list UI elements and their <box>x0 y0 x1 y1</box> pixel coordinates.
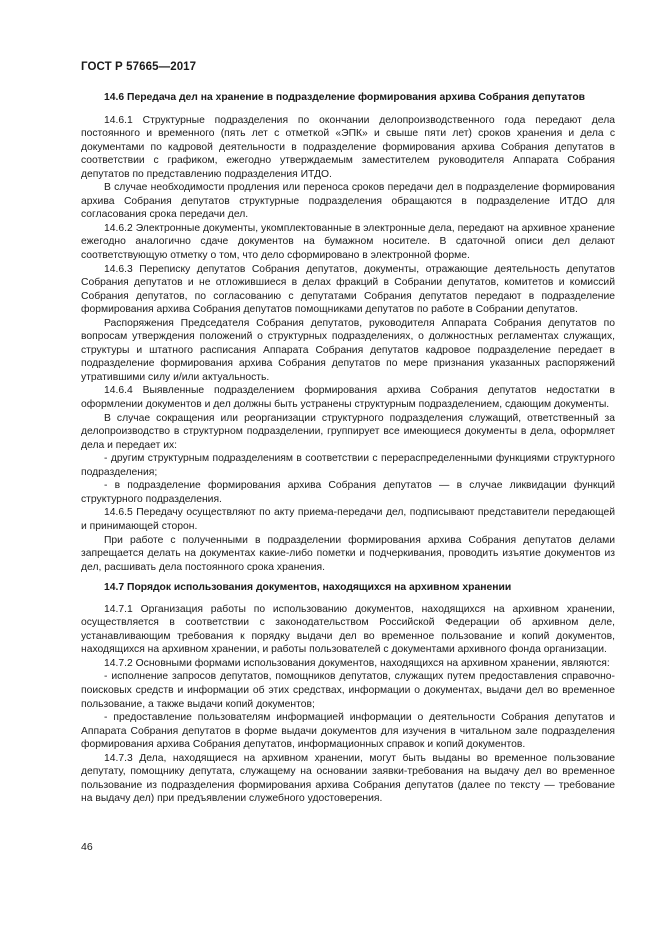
list-item: - предоставление пользователям информацией информации о деятельности Собрания депутатов и Аппарата Собрания депутатов в форме выдачи документов для изучения в читальном зале подразделения формирования архива Собрания депутатов, информационных справок и копий документов. <box>81 712 615 751</box>
paragraph: 14.6.5 Передачу осуществляют по акту приема-передачи дел, подписывают представители передающей и принимающей сторон. <box>81 507 615 532</box>
paragraph: 14.6.4 Выявленные подразделением формирования архива Собрания депутатов недостатки в оформлении документов и дел должны быть устранены структурным подразделением, сдающим документы. <box>81 385 615 411</box>
list-item: - исполнение запросов депутатов, помощников депутатов, служащих путем предоставления справочно-поисковых средств и информации об этих средствах, информации о документах, выдачи дел во временное пользование, а также выдачи копий документов; <box>81 671 615 710</box>
paragraph: В случае необходимости продления или переноса сроков передачи дел в подразделение формирования архива Собрания депутатов структурные подразделения обращаются в подразделение ИТДО для согласования срока передачи дел. <box>81 182 615 221</box>
section-heading-14-6: 14.6 Передача дел на хранение в подразделение формирования архива Собрания депутатов <box>104 92 586 103</box>
paragraph: Распоряжения Председателя Собрания депутатов, руководителя Аппарата Собрания депутатов по вопросам утверждения положений о структурных подразделениях, о должностных регламентах служащих, структуры и штатного расписания Аппарата Собрания депутатов кадровое подразделение передает в подразделение формирования архива Собрания депутатов по мере признания указанных распоряжений утратившими силу и/или актуальность. <box>81 317 615 383</box>
page-body <box>81 91 615 806</box>
paragraph: 14.7.2 Основными формами использования документов, находящихся на архивном хранении, являются: <box>104 657 610 669</box>
section-heading-14-7: 14.7 Порядок использования документов, находящихся на архивном хранении <box>104 582 512 594</box>
paragraph: При работе с полученными в подразделении формирования архива Собрания депутатов делами запрещается делать на документах какие-либо пометки и подчеркивания, проводить изъятие документов из дел, расшивать дела постоянного срока хранения. <box>81 534 615 573</box>
paragraph: 14.7.3 Дела, находящиеся на архивном хранении, могут быть выданы во временное пользование депутату, помощнику депутата, служащему на основании заявки-требования на выдачу дел во временное пользование из подразделения формирования архива Собрания депутатов (далее по тексту — требование на выдачу дел) при предъявлении служебного удостоверения. <box>81 752 615 805</box>
page-number: 46 <box>81 841 93 853</box>
standard-header: ГОСТ Р 57665—2017 <box>81 61 197 73</box>
paragraph: 14.6.2 Электронные документы, укомплектованные в электронные дела, передают на архивное хранение ежегодно аналогично сдаче документов на бумажном носителе. В сдаточной описи дел делают соответствующую отметку о том, что дело сформировано в электронной форме. <box>81 222 615 262</box>
paragraph: В случае сокращения или реорганизации структурного подразделения служащий, ответственный за делопроизводство в структурном подразделении, группирует все имеющиеся документы в дела, оформляет дела и передает их: <box>81 412 615 451</box>
paragraph: 14.6.3 Переписку депутатов Собрания депутатов, документы, отражающие деятельность депутатов Собрания депутатов и не отложившиеся в делах фракций в Собрании депутатов, комитетов и комиссий Собрания депутатов, по согласованию с депутатами Собрания депутатов передают в подразделение формирования архива Собрания депутатов помощниками депутатов по работе в Собрании депутатов. <box>81 263 615 316</box>
paragraph: 14.7.1 Организация работы по использованию документов, находящихся на архивном хранении, осуществляется в соответствии с законодательством Российской Федерации об архивном деле, устанавливающим требования к порядку выдачи дел во временное пользование и копий документов, находящихся на архивном хранении, и работы пользователей с документами архивного фонда организации. <box>81 603 615 656</box>
list-item: - в подразделение формирования архива Собрания депутатов — в случае ликвидации функций структурного подразделения. <box>81 480 615 505</box>
paragraph: 14.6.1 Структурные подразделения по окончании делопроизводственного года передают дела постоянного и временного (пять лет с отметкой «ЭПК» и свыше пяти лет) сроков хранения и дела с документами по кадровой деятельности в подразделение формирования архива Собрания депутатов в соответствии с графиком, ежегодно утверждаемым заместителем руководителя Аппарата Собрания депутатов по представлению подразделения ИТДО. <box>81 114 615 180</box>
list-item: - другим структурным подразделениям в соответствии с перераспределенными функциями структурного подразделения; <box>81 453 615 478</box>
